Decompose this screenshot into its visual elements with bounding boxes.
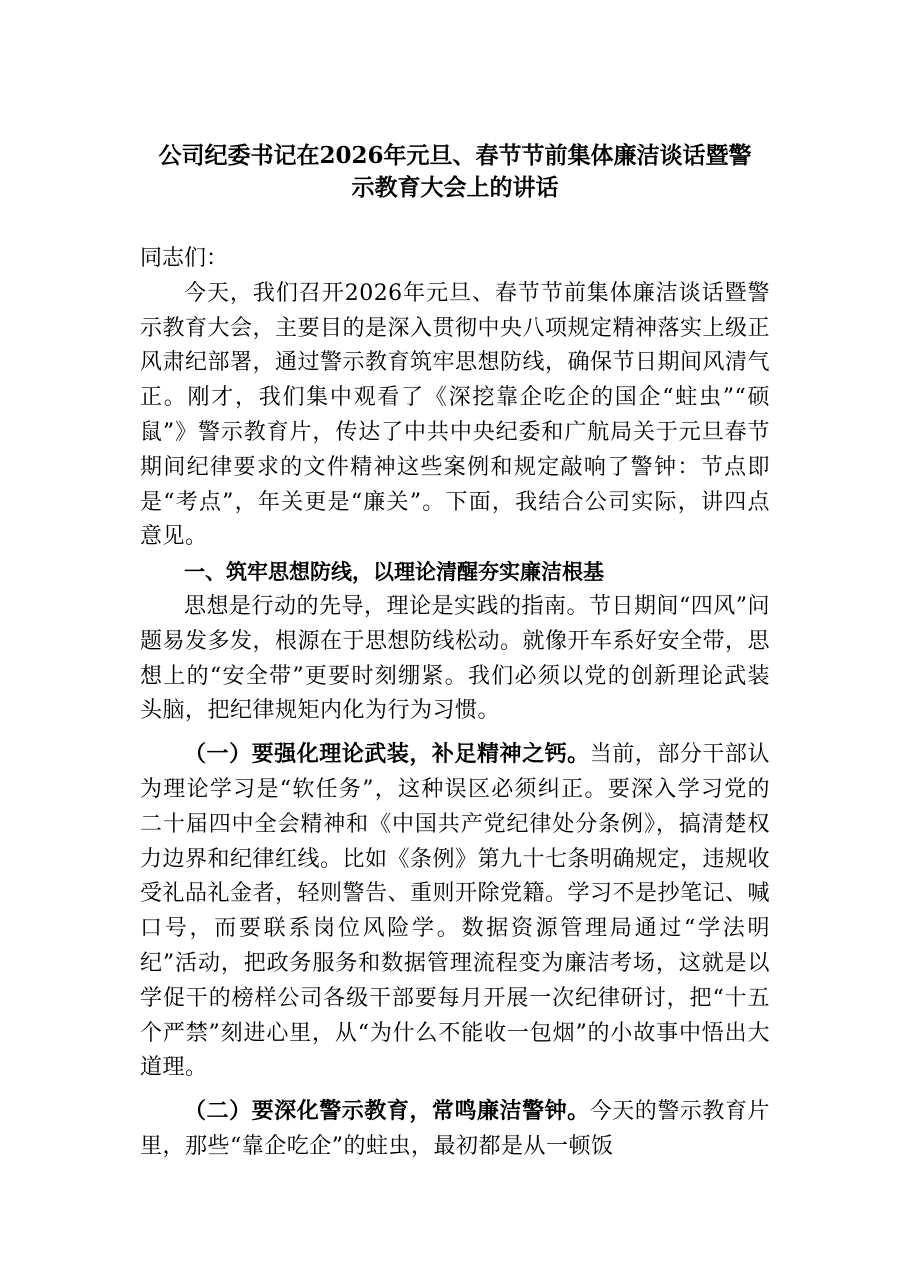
subsection-1-paragraph (140, 737, 770, 1086)
document-page (140, 140, 770, 1165)
subsection-2-heading: （二）要深化警示教育，常鸣廉洁警钟。 (184, 1098, 590, 1125)
intro-paragraph: 今天，我们召开2026年元旦、春节节前集体廉洁谈话暨警示教育大会，主要目的是深入贯彻中央八项规定精神落实上级正风肃纪部署，通过警示教育筑牢思想防线，确保节日期间风清气正。刚才，我们集中观看了《深挖靠企吃企的国企“蛀虫”“硕鼠”》警示教育片，传达了中共中央纪委和广航局关于元旦春节期间纪律要求的文件精神这些案例和规定敲响了警钟：节点即是“考点”，年关更是“廉关”。下面，我结合公司实际，讲四点意见。 (140, 280, 771, 550)
section-heading-1: 一、筑牢思想防线，以理论清醒夯实廉洁根基 (184, 560, 604, 585)
subsection-2-text: 今天的警示教育片里，那些“靠企吃企”的蛀虫，最初都是从一顿饭 (140, 1099, 770, 1159)
subsection-2-paragraph (140, 1094, 770, 1165)
document-title (140, 140, 770, 204)
title-line-1: 公司纪委书记在2026年元旦、春节节前集体廉洁谈话暨警 (158, 142, 752, 169)
subsection-1-heading: （一）要强化理论武装，补足精神之钙。 (184, 741, 590, 768)
salutation: 同志们： (140, 246, 229, 271)
section-1-paragraph: 思想是行动的先导，理论是实践的指南。节日期间“四风”问题易发多发，根源在于思想防线松动。就像开车系好安全带，思想上的“安全带”更要时刻绷紧。我们必须以党的创新理论武装头脑，把纪律规矩内化为行为习惯。 (140, 593, 771, 724)
title-line-2: 示教育大会上的讲话 (351, 174, 559, 201)
subsection-1-text: 当前，部分干部认为理论学习是“软任务”，这种误区必须纠正。要深入学习党的二十届四中全会精神和《中国共产党纪律处分条例》，搞清楚权力边界和纪律红线。比如《条例》第九十七条明确规定，违规收受礼品礼金者，轻则警告、重则开除党籍。学习不是抄笔记、喊口号，而要联系岗位风险学。数据资源管理局通过“学法明纪”活动，把政务服务和数据管理流程变为廉洁考场，这就是以学促干的榜样公司各级干部要每月开展一次纪律研讨，把“十五个严禁”刻进心里，从“为什么不能收一包烟”的小故事中悟出大道理。 (140, 742, 771, 1081)
